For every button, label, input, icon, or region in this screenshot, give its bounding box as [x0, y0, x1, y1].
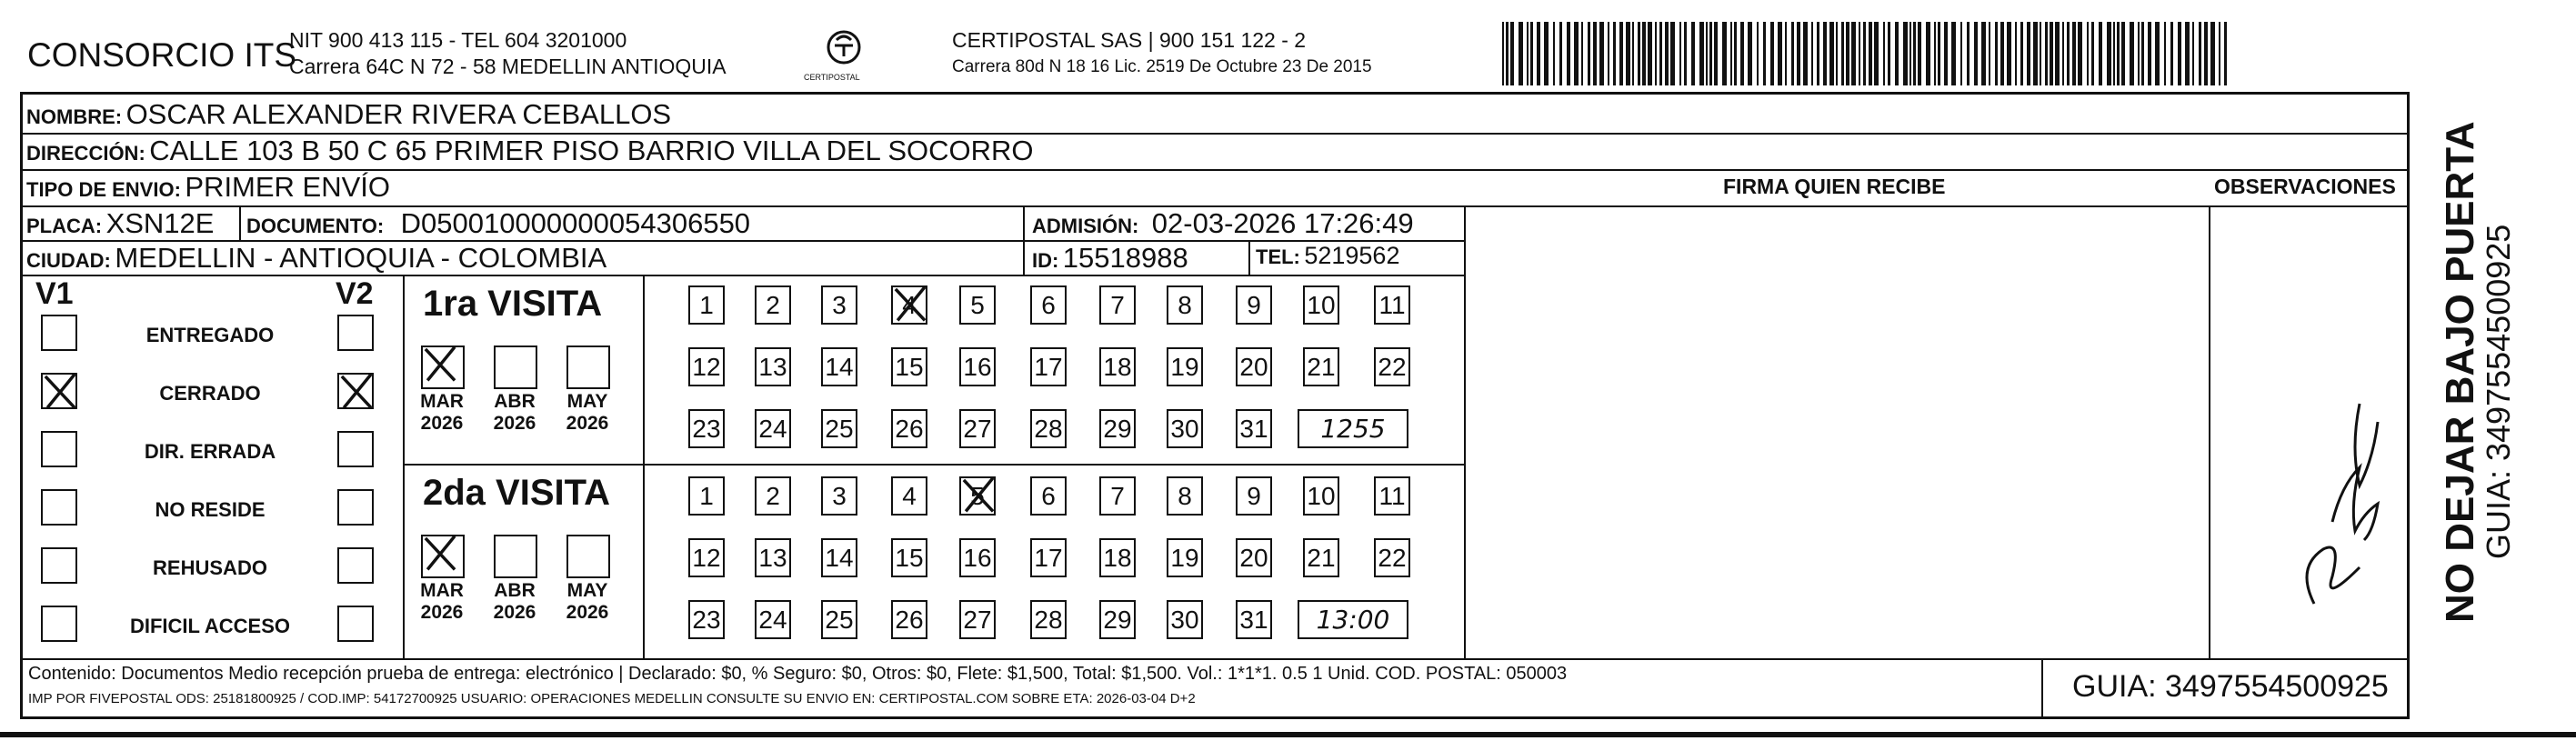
day-box-2[interactable]: 2: [755, 285, 791, 325]
barcode-bar: [2155, 22, 2160, 85]
barcode-bar: [1699, 22, 1704, 85]
day-box-19[interactable]: 19: [1167, 347, 1203, 386]
barcode-bar: [1841, 22, 1844, 85]
day-box-15[interactable]: 15: [891, 347, 927, 386]
address-label: DIRECCIÓN:: [26, 142, 145, 165]
city-field: [26, 242, 606, 275]
barcode-bar: [1763, 22, 1766, 85]
barcode-bar: [2210, 22, 2215, 85]
v2-checkbox[interactable]: [337, 315, 374, 351]
delivery-form: [20, 92, 2410, 719]
shipment-type-row: [26, 171, 390, 204]
barcode-bar: [1926, 22, 1930, 85]
barcode-bar: [1655, 22, 1657, 85]
observations-column-header: OBSERVACIONES: [2214, 175, 2396, 198]
status-option-label: ENTREGADO: [145, 324, 275, 346]
month-label: [486, 391, 543, 435]
id-label: ID:: [1032, 249, 1059, 272]
tel-field: [1256, 242, 1399, 270]
barcode-bar: [1709, 22, 1712, 85]
day-box-27[interactable]: 27: [959, 600, 996, 639]
barcode-bar: [2087, 22, 2089, 85]
check-mark-icon: [39, 369, 81, 413]
day-box-17[interactable]: 17: [1030, 538, 1067, 577]
barcode-bar: [1863, 22, 1866, 85]
day-box-12[interactable]: 12: [688, 538, 725, 577]
day-box-26[interactable]: 26: [891, 409, 927, 448]
barcode-bar: [1989, 22, 1990, 85]
barcode-bar: [1734, 22, 1737, 85]
barcode-bar: [2099, 22, 2102, 85]
month-label: [559, 391, 616, 435]
month-name: MAR: [420, 391, 464, 412]
barcode-bar: [2050, 22, 2053, 85]
barcode-bar: [2164, 22, 2166, 85]
barcode-bar: [2138, 22, 2140, 85]
barcode-bar: [1519, 22, 1523, 85]
barcode-bar: [2055, 22, 2060, 85]
city-label: CIUDAD:: [26, 249, 111, 272]
barcode-bar: [1981, 22, 1986, 85]
barcode-bar: [1665, 22, 1669, 85]
barcode-bar: [1574, 22, 1579, 85]
day-box-5[interactable]: 5: [959, 476, 996, 516]
barcode-bar: [1836, 22, 1838, 85]
company-name: CONSORCIO ITS: [27, 36, 297, 74]
day-box-25[interactable]: 25: [821, 600, 857, 639]
barcode-bar: [1811, 22, 1813, 85]
month-checkbox[interactable]: [566, 535, 610, 578]
v2-checkbox[interactable]: [337, 606, 374, 642]
month-checkbox[interactable]: [566, 345, 610, 389]
day-box-4[interactable]: 4: [891, 285, 927, 325]
day-box-25[interactable]: 25: [821, 409, 857, 448]
barcode-bar: [2185, 22, 2190, 85]
barcode-bar: [2121, 22, 2125, 85]
barcode-bar: [2020, 22, 2023, 85]
barcode-bar: [1638, 22, 1640, 85]
barcode-bar: [1829, 22, 1834, 85]
day-box-31[interactable]: 31: [1236, 409, 1272, 448]
plate-label: PLACA:: [26, 215, 103, 237]
day-box-20[interactable]: 20: [1236, 347, 1272, 386]
barcode-bar: [1544, 22, 1549, 85]
day-box-6[interactable]: 6: [1030, 476, 1067, 516]
month-year: 2026: [566, 602, 609, 623]
barcode-bar: [1642, 22, 1646, 85]
barcode-bar: [2113, 22, 2115, 85]
admission-label: ADMISIÓN:: [1032, 215, 1139, 237]
barcode-bar: [1626, 22, 1630, 85]
carrier-address-line: Carrera 80d N 18 16 Lic. 2519 De Octubre 23 De 2015: [952, 57, 1372, 76]
day-box-22[interactable]: 22: [1374, 347, 1410, 386]
month-label: [486, 580, 543, 624]
month-year: 2026: [493, 602, 536, 623]
day-box-9[interactable]: 9: [1236, 285, 1272, 325]
admission-field: [1032, 207, 1414, 240]
tel-value: 5219562: [1304, 242, 1400, 269]
day-box-24[interactable]: 24: [755, 600, 791, 639]
month-name: MAY: [566, 580, 608, 601]
barcode-bar: [1740, 22, 1744, 85]
day-box-3[interactable]: 3: [821, 476, 857, 516]
barcode-bar: [1502, 22, 1504, 85]
day-box-8[interactable]: 8: [1167, 285, 1203, 325]
day-box-29[interactable]: 29: [1099, 600, 1136, 639]
check-mark-icon: [336, 369, 377, 413]
day-box-10[interactable]: 10: [1303, 476, 1339, 516]
barcode-bar: [1934, 22, 1936, 85]
barcode-bar: [1608, 22, 1609, 85]
day-box-18[interactable]: 18: [1099, 347, 1136, 386]
month-year: 2026: [420, 602, 464, 623]
barcode-bar: [1567, 22, 1570, 85]
barcode-bar: [1951, 22, 1956, 85]
barcode-bar: [2007, 22, 2011, 85]
barcode-bar: [1537, 22, 1540, 85]
barcode-bar: [1706, 22, 1708, 85]
company-nit-line: NIT 900 413 115 - TEL 604 3201000: [289, 28, 627, 52]
barcode-bar: [1506, 22, 1509, 85]
barcode-bar: [1859, 22, 1860, 85]
barcode-bar: [1770, 22, 1774, 85]
month-label: [559, 580, 616, 624]
day-box-3[interactable]: 3: [821, 285, 857, 325]
v2-checkbox[interactable]: [337, 431, 374, 467]
side-guia-text: GUIA: 3497554500925: [2480, 224, 2517, 559]
barcode-bar: [1593, 22, 1597, 85]
day-box-9[interactable]: 9: [1236, 476, 1272, 516]
barcode-bar: [1659, 22, 1662, 85]
company-address-line: Carrera 64C N 72 - 58 MEDELLIN ANTIOQUIA: [289, 55, 727, 78]
barcode-bar: [2117, 22, 2120, 85]
v2-header: V2: [336, 276, 374, 311]
time-field[interactable]: 1255: [1298, 409, 1408, 448]
check-mark-icon: [419, 531, 461, 575]
company-info: [289, 27, 727, 80]
barcode-bar: [2000, 22, 2004, 85]
barcode-bar: [2027, 22, 2030, 85]
barcode-bar: [1846, 22, 1849, 85]
admission-value: 02-03-2026 17:26:49: [1151, 207, 1414, 239]
barcode-bar: [2204, 22, 2208, 85]
barcode-bar: [2192, 22, 2194, 85]
barcode-bar: [2224, 22, 2227, 85]
v1-checkbox[interactable]: [41, 489, 77, 526]
logo-caption: CERTIPOSTAL: [804, 73, 860, 82]
barcode-bar: [2130, 22, 2134, 85]
barcode-bar: [1581, 22, 1583, 85]
day-box-26[interactable]: 26: [891, 600, 927, 639]
barcode-bar: [1778, 22, 1782, 85]
barcode-bar: [1559, 22, 1562, 85]
barcode-bar: [1803, 22, 1808, 85]
carrier-nit-line: CERTIPOSTAL SAS | 900 151 122 - 2: [952, 28, 1307, 52]
barcode-bar: [1748, 22, 1752, 85]
barcode-bar: [1851, 22, 1856, 85]
barcode-bar: [1714, 22, 1718, 85]
barcode-bar: [1918, 22, 1921, 85]
barcode-bar: [1757, 22, 1759, 85]
certipostal-logo: [807, 25, 880, 80]
time-field[interactable]: 13:00: [1298, 600, 1408, 639]
v1-checkbox[interactable]: [41, 315, 77, 351]
barcode-bar: [1909, 22, 1911, 85]
barcode-bar: [1869, 22, 1872, 85]
barcode-bar: [1730, 22, 1732, 85]
barcode-bar: [2040, 22, 2041, 85]
day-box-2[interactable]: 2: [755, 476, 791, 516]
barcode-bar: [1648, 22, 1652, 85]
document-field: [246, 207, 750, 240]
side-text: [2415, 100, 2542, 627]
barcode-bar: [2015, 22, 2017, 85]
barcode-bar: [1791, 22, 1794, 85]
barcode-bar: [1974, 22, 1978, 85]
recipient-name: OSCAR ALEXANDER RIVERA CEBALLOS: [125, 98, 672, 130]
day-box-30[interactable]: 30: [1167, 600, 1203, 639]
month-label: [414, 580, 470, 624]
check-mark-icon: [889, 282, 931, 325]
day-box-16[interactable]: 16: [959, 538, 996, 577]
day-box-23[interactable]: 23: [688, 600, 725, 639]
city-value: MEDELLIN - ANTIOQUIA - COLOMBIA: [115, 242, 607, 274]
guia-number: GUIA: 3497554500925: [2072, 669, 2389, 704]
v2-checkbox[interactable]: [337, 547, 374, 584]
day-box-23[interactable]: 23: [688, 409, 725, 448]
month-checkbox[interactable]: [494, 345, 537, 389]
barcode-bar: [1817, 22, 1819, 85]
barcode-bar: [1599, 22, 1604, 85]
tel-label: TEL:: [1256, 245, 1300, 268]
barcode-bar: [1722, 22, 1727, 85]
barcode-bar: [2178, 22, 2181, 85]
day-box-16[interactable]: 16: [959, 347, 996, 386]
barcode-bar: [1895, 22, 1899, 85]
month-year: 2026: [420, 413, 464, 434]
day-box-24[interactable]: 24: [755, 409, 791, 448]
barcode-bar: [2067, 22, 2070, 85]
day-box-7[interactable]: 7: [1099, 285, 1136, 325]
day-box-8[interactable]: 8: [1167, 476, 1203, 516]
handwritten-signature: [2278, 386, 2396, 622]
day-box-6[interactable]: 6: [1030, 285, 1067, 325]
month-name: MAR: [420, 580, 464, 601]
barcode-bar: [1874, 22, 1879, 85]
month-name: MAY: [566, 391, 608, 412]
barcode-bar: [2219, 22, 2220, 85]
day-box-20[interactable]: 20: [1236, 538, 1272, 577]
day-box-11[interactable]: 11: [1374, 476, 1410, 516]
carrier-info: [952, 27, 1372, 80]
barcode-bar: [2033, 22, 2038, 85]
day-box-1[interactable]: 1: [688, 285, 725, 325]
barcode-bar: [1510, 22, 1514, 85]
barcode-bar: [1797, 22, 1800, 85]
signature-column-header: FIRMA QUIEN RECIBE: [1723, 175, 1946, 198]
barcode-bar: [1588, 22, 1590, 85]
barcode-bar: [1670, 22, 1675, 85]
day-box-19[interactable]: 19: [1167, 538, 1203, 577]
no-dejar-text: NO DEJAR BAJO PUERTA: [2438, 121, 2482, 623]
barcode-bar: [1944, 22, 1948, 85]
id-field: [1032, 242, 1188, 275]
day-box-17[interactable]: 17: [1030, 347, 1067, 386]
month-year: 2026: [566, 413, 609, 434]
day-box-18[interactable]: 18: [1099, 538, 1136, 577]
v1-checkbox[interactable]: [41, 431, 77, 467]
month-year: 2026: [493, 413, 536, 434]
barcode-bar: [2072, 22, 2076, 85]
shipment-type: PRIMER ENVÍO: [185, 171, 391, 203]
month-name: ABR: [494, 391, 536, 412]
name-row: [26, 98, 671, 131]
v1-checkbox[interactable]: [41, 606, 77, 642]
day-box-27[interactable]: 27: [959, 409, 996, 448]
barcode-bar: [1883, 22, 1885, 85]
check-mark-icon: [957, 473, 999, 516]
barcode-bar: [2062, 22, 2064, 85]
barcode-bar: [2045, 22, 2048, 85]
barcode-bar: [1960, 22, 1962, 85]
barcode-bar: [1679, 22, 1681, 85]
status-option-label: DIFICIL ACCESO: [129, 615, 290, 637]
address-row: [26, 135, 1034, 167]
barcode-bar: [1785, 22, 1787, 85]
month-checkbox[interactable]: [494, 535, 537, 578]
barcode-bar: [1691, 22, 1695, 85]
status-option-label: CERRADO: [159, 382, 261, 405]
barcode-bar: [2091, 22, 2094, 85]
visit1-title: 1ra VISITA: [423, 284, 603, 324]
recipient-address: CALLE 103 B 50 C 65 PRIMER PISO BARRIO VILLA DEL SOCORRO: [149, 135, 1034, 166]
barcode-bar: [1913, 22, 1916, 85]
barcode-bar: [1619, 22, 1623, 85]
month-label: [414, 391, 470, 435]
month-checkbox[interactable]: [421, 345, 465, 389]
v1-checkbox[interactable]: [41, 547, 77, 584]
day-box-11[interactable]: 11: [1374, 285, 1410, 325]
day-box-13[interactable]: 13: [755, 538, 791, 577]
barcode-bar: [1938, 22, 1940, 85]
name-label: NOMBRE:: [26, 105, 123, 128]
day-box-13[interactable]: 13: [755, 347, 791, 386]
day-box-30[interactable]: 30: [1167, 409, 1203, 448]
status-option-label: DIR. ERRADA: [144, 440, 276, 463]
status-option-label: REHUSADO: [153, 556, 267, 579]
barcode-bar: [2078, 22, 2082, 85]
v2-checkbox[interactable]: [337, 489, 374, 526]
month-name: ABR: [494, 580, 536, 601]
document-label: DOCUMENTO:: [246, 215, 385, 237]
v1-header: V1: [35, 276, 74, 311]
day-box-12[interactable]: 12: [688, 347, 725, 386]
barcode-bar: [2148, 22, 2151, 85]
barcode-bar: [2170, 22, 2173, 85]
day-box-29[interactable]: 29: [1099, 409, 1136, 448]
day-box-28[interactable]: 28: [1030, 600, 1067, 639]
bottom-rule: [0, 732, 2576, 737]
day-box-14[interactable]: 14: [821, 538, 857, 577]
day-box-14[interactable]: 14: [821, 347, 857, 386]
barcode-bar: [1530, 22, 1533, 85]
barcode-bar: [2107, 22, 2111, 85]
barcode-bar: [1553, 22, 1555, 85]
day-box-10[interactable]: 10: [1303, 285, 1339, 325]
day-box-21[interactable]: 21: [1303, 538, 1339, 577]
barcode-bar: [1632, 22, 1634, 85]
day-box-28[interactable]: 28: [1030, 409, 1067, 448]
day-box-4[interactable]: 4: [891, 476, 927, 516]
barcode-bar: [1903, 22, 1908, 85]
v1-checkbox[interactable]: [41, 373, 77, 409]
plate-field: [26, 207, 214, 240]
id-value: 15518988: [1062, 242, 1188, 274]
barcode-bar: [1823, 22, 1827, 85]
day-box-1[interactable]: 1: [688, 476, 725, 516]
barcode-bar: [1613, 22, 1616, 85]
plate-value: XSN12E: [105, 207, 215, 239]
shipment-type-label: TIPO DE ENVIO:: [26, 178, 181, 201]
barcode-bar: [1995, 22, 1998, 85]
v2-checkbox[interactable]: [337, 373, 374, 409]
month-checkbox[interactable]: [421, 535, 465, 578]
day-box-31[interactable]: 31: [1236, 600, 1272, 639]
document-value: D050010000000054306550: [400, 207, 751, 239]
barcode: [1502, 22, 2233, 85]
print-info-line: IMP POR FIVEPOSTAL ODS: 25181800925 / COD.IMP: 54172700925 USUARIO: OPERACIONES MEDELLIN CONSULTE SU ENVIO EN: CERTIPOSTAL.COM SOBRE ETA: 2026-03-04 D+2: [28, 691, 1196, 706]
barcode-bar: [1888, 22, 1890, 85]
barcode-bar: [1684, 22, 1687, 85]
barcode-bar: [1967, 22, 1970, 85]
day-box-7[interactable]: 7: [1099, 476, 1136, 516]
day-box-5[interactable]: 5: [959, 285, 996, 325]
barcode-bar: [1527, 22, 1529, 85]
barcode-bar: [2141, 22, 2144, 85]
visit2-title: 2da VISITA: [423, 473, 610, 513]
status-option-label: NO RESIDE: [155, 498, 266, 521]
barcode-bar: [2199, 22, 2201, 85]
day-box-22[interactable]: 22: [1374, 538, 1410, 577]
check-mark-icon: [419, 342, 461, 386]
day-box-15[interactable]: 15: [891, 538, 927, 577]
contents-line: Contenido: Documentos Medio recepción prueba de entrega: electrónico | Declarado: $0, % Seguro: $0, Otros: $0, Flete: $1,500, Total: $1,500. Vol.: 1*1*1. 0.5 1 Unid. COD. POSTAL: 050003: [28, 664, 1568, 684]
day-box-21[interactable]: 21: [1303, 347, 1339, 386]
